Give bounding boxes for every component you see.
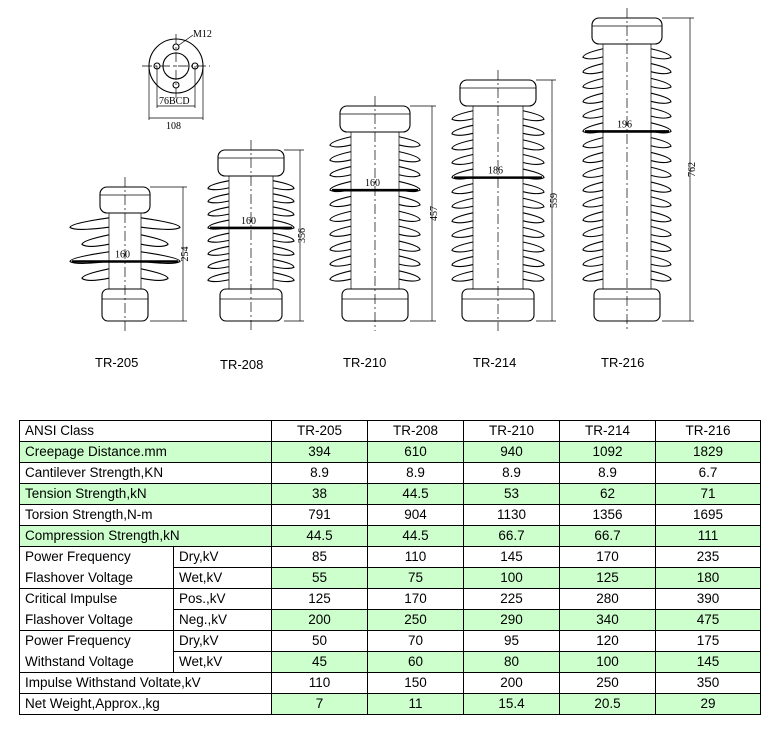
shed-left [583,212,603,222]
table-header-row [20,421,761,442]
shed-right [399,241,420,251]
header-col: TR-210 [464,421,560,442]
shed-right [273,233,294,242]
cell: 125 [560,568,656,589]
shed-right [523,184,544,194]
table-row [20,526,761,547]
header-label: ANSI Class [20,421,272,442]
shed-right [399,226,420,236]
shed-right [523,140,544,150]
shed-right [273,194,294,203]
row-sublabel: Wet,kV [174,652,272,673]
cell: 60 [368,652,464,673]
cell: 175 [656,631,761,652]
cell: 791 [272,505,368,526]
header-col: TR-205 [272,421,368,442]
shed-right [399,271,420,281]
cell: 145 [656,652,761,673]
row-label: Power Frequency [20,631,174,652]
shed-left [583,226,603,236]
cell: 66.7 [560,526,656,547]
shed-left [583,152,603,162]
cell: 1829 [656,442,761,463]
shed-left [82,269,109,281]
shed-left [208,181,229,190]
cell: 95 [464,631,560,652]
table-row [20,442,761,463]
cell: 120 [560,631,656,652]
cell: 940 [464,442,560,463]
row-label: Creepage Distance.mm [20,442,272,463]
table-row [20,547,761,568]
height-label: 457 [429,206,440,221]
cell: 44.5 [272,526,368,547]
shed-right [523,213,544,223]
header-col: TR-208 [368,421,464,442]
cell: 8.9 [464,463,560,484]
shed-left [330,256,351,266]
cell: 1695 [656,505,761,526]
table-row [20,631,761,652]
shed-right [141,269,168,281]
shed-right [141,218,180,230]
shed-left [208,273,229,282]
insulator-tr214 [452,70,560,331]
shed-left [330,167,351,177]
shed-right [523,154,544,164]
shed-left [583,167,603,177]
cell: 390 [656,589,761,610]
shed-right [523,227,544,237]
row-label: Tension Strength,kN [20,484,272,505]
shed-diameter-label: 186 [488,165,503,177]
shed-right [399,196,420,206]
cell: 235 [656,547,761,568]
cell: 53 [464,484,560,505]
row-label: Cantilever Strength,KN [20,463,272,484]
shed-diameter-label: 160 [115,249,130,261]
shed-right [651,167,671,177]
insulator-tr205 [70,177,191,331]
cell: 44.5 [368,484,464,505]
shed-left [208,246,229,255]
row-label: Compression Strength,kN [20,526,272,547]
model-label-tr216: TR-216 [601,355,645,370]
shed-diameter-label: 160 [365,178,380,190]
shed-right [399,211,420,221]
insulator-tr208 [208,140,308,331]
shed-right [399,256,420,266]
shed-right [651,64,671,74]
shed-left [82,235,109,247]
shed-left [208,207,229,216]
row-label: Critical Impulse [20,589,174,610]
model-label-tr214: TR-214 [473,355,517,370]
shed-left [583,271,603,281]
cell: 250 [368,610,464,631]
table-row [20,652,761,673]
table-row [20,568,761,589]
row-sublabel: Dry,kV [174,547,272,568]
shed-right [399,137,420,147]
cell: 75 [368,568,464,589]
row-label: Withstand Voltage [20,652,174,673]
height-label: 762 [687,162,698,177]
cell: 66.7 [464,526,560,547]
insulator-tr216 [583,8,698,331]
shed-left [452,184,473,194]
shed-left [330,226,351,236]
cell: 110 [272,673,368,694]
cell: 145 [464,547,560,568]
cell: 50 [272,631,368,652]
shed-right [273,259,294,268]
table-row [20,589,761,610]
table-row [20,610,761,631]
table-row [20,463,761,484]
shed-right [273,181,294,190]
shed-left [330,152,351,162]
shed-left [583,93,603,103]
cell: 71 [656,484,761,505]
model-label-tr210: TR-210 [343,355,387,370]
shed-left [330,211,351,221]
cell: 1130 [464,505,560,526]
shed-diameter-label: 196 [617,119,632,131]
cell: 350 [656,673,761,694]
shed-right [523,271,544,281]
shed-left [208,259,229,268]
insulator-tr210 [330,96,440,331]
shed-right [273,246,294,255]
cell: 6.7 [656,463,761,484]
row-label: Flashover Voltage [20,568,174,589]
shed-right [651,182,671,192]
shed-left [330,196,351,206]
shed-right [523,111,544,121]
shed-left [583,138,603,148]
cell: 44.5 [368,526,464,547]
row-label: Net Weight,Approx.,kg [20,694,272,715]
shed-right [651,152,671,162]
bolt-circle-detail [142,29,212,132]
row-sublabel: Dry,kV [174,631,272,652]
cell: 38 [272,484,368,505]
shed-right [651,78,671,88]
row-label: Torsion Strength,N-m [20,505,272,526]
shed-left [452,140,473,150]
cell: 29 [656,694,761,715]
shed-right [523,125,544,135]
shed-left [330,241,351,251]
cell: 200 [272,610,368,631]
cell: 85 [272,547,368,568]
shed-left [330,137,351,147]
cell: 250 [560,673,656,694]
shed-right [651,212,671,222]
shed-left [452,227,473,237]
shed-left [452,111,473,121]
cell: 11 [368,694,464,715]
shed-left [452,213,473,223]
cell: 100 [464,568,560,589]
height-label: 356 [297,228,308,243]
shed-right [651,93,671,103]
shed-right [651,197,671,207]
shed-right [651,108,671,118]
table-row [20,694,761,715]
row-sublabel: Pos.,kV [174,589,272,610]
cell: 170 [560,547,656,568]
shed-left [452,257,473,267]
table-row [20,484,761,505]
cell: 170 [368,589,464,610]
diameter-label: 108 [166,121,181,132]
shed-right [651,138,671,148]
cell: 110 [368,547,464,568]
model-label-tr208: TR-208 [220,357,264,372]
cell: 55 [272,568,368,589]
shed-right [523,242,544,252]
shed-right [651,241,671,251]
cell: 280 [560,589,656,610]
shed-left [583,182,603,192]
shed-left [583,256,603,266]
shed-left [208,233,229,242]
cell: 180 [656,568,761,589]
cell: 8.9 [272,463,368,484]
table-row [20,505,761,526]
height-label: 559 [549,193,560,208]
cell: 20.5 [560,694,656,715]
height-label: 254 [180,246,191,262]
cell: 70 [368,631,464,652]
cell: 62 [560,484,656,505]
cell: 7 [272,694,368,715]
cell: 111 [656,526,761,547]
shed-left [583,197,603,207]
cell: 290 [464,610,560,631]
shed-right [399,167,420,177]
shed-right [651,271,671,281]
shed-diameter-label: 160 [241,215,256,227]
cell: 15.4 [464,694,560,715]
header-col: TR-214 [560,421,656,442]
shed-left [583,241,603,251]
bcd-label: 76BCD [159,96,190,107]
shed-right [651,49,671,59]
shed-left [452,125,473,135]
cell: 45 [272,652,368,673]
shed-left [452,271,473,281]
shed-left [208,194,229,203]
shed-left [452,242,473,252]
shed-left [330,271,351,281]
row-sublabel: Wet,kV [174,568,272,589]
shed-right [651,226,671,236]
shed-right [399,152,420,162]
cell: 610 [368,442,464,463]
cell: 1092 [560,442,656,463]
cell: 394 [272,442,368,463]
thread-label: M12 [193,29,212,40]
cell: 125 [272,589,368,610]
shed-right [651,256,671,266]
shed-right [523,257,544,267]
cell: 904 [368,505,464,526]
cell: 200 [464,673,560,694]
cell: 100 [560,652,656,673]
row-label: Flashover Voltage [20,610,174,631]
cell: 475 [656,610,761,631]
spec-table [19,420,761,715]
shed-left [583,64,603,74]
cell: 80 [464,652,560,673]
cell: 225 [464,589,560,610]
cell: 8.9 [368,463,464,484]
shed-right [273,207,294,216]
shed-left [452,154,473,164]
shed-left [583,49,603,59]
row-label: Power Frequency [20,547,174,568]
shed-left [452,198,473,208]
shed-left [583,108,603,118]
row-sublabel: Neg.,kV [174,610,272,631]
row-label: Impulse Withstand Voltate,kV [20,673,272,694]
shed-left [70,218,109,230]
shed-right [273,273,294,282]
cell: 340 [560,610,656,631]
shed-right [141,235,168,247]
table-row [20,673,761,694]
model-label-tr205: TR-205 [95,355,139,370]
header-col: TR-216 [656,421,761,442]
cell: 150 [368,673,464,694]
cell: 8.9 [560,463,656,484]
shed-right [523,198,544,208]
cell: 1356 [560,505,656,526]
shed-left [583,78,603,88]
